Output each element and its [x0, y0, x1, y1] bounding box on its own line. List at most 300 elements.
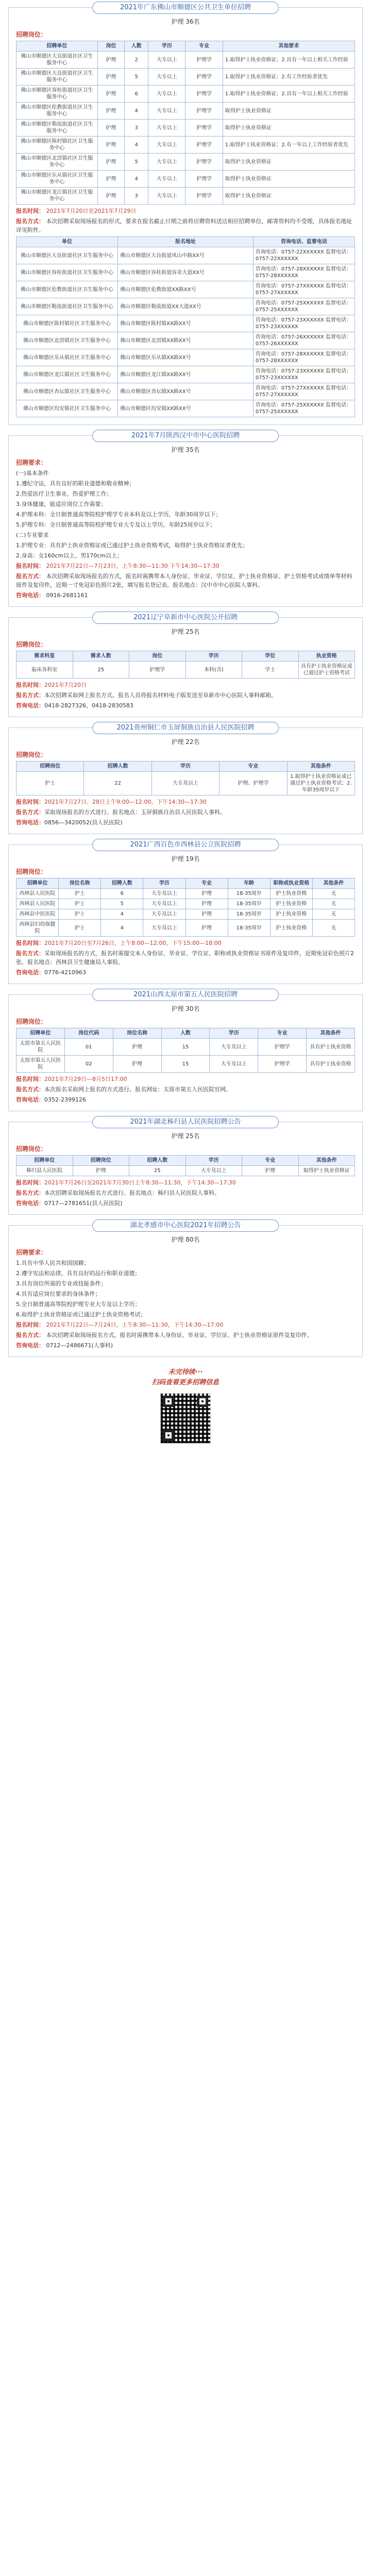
- table-cell: 4: [101, 909, 143, 920]
- table-cell: 护理: [97, 69, 125, 86]
- table-cell: 取得护士执业资格证: [223, 188, 355, 205]
- table-header-cell: 学位: [242, 651, 299, 662]
- table-cell: 大专及以上: [210, 1039, 258, 1056]
- time-line: [16, 1178, 355, 1187]
- table-row: [16, 920, 355, 937]
- method-line: [16, 808, 355, 817]
- card-subtitle: 护理 35名: [171, 446, 200, 453]
- table-cell: 15: [161, 1039, 210, 1056]
- contact-table: [16, 236, 355, 417]
- table-cell: 咨询电话：0757-22XXXXXX 监督电话：0757-22XXXXXX: [253, 247, 355, 264]
- table-cell: 西林县妇幼保健院: [16, 920, 59, 937]
- table-cell: 护理学: [185, 86, 223, 103]
- table-cell: 护士: [16, 772, 84, 795]
- table-header-cell: 学历: [210, 1028, 258, 1039]
- card-title: 2021贵州铜仁市玉屏侗族自治县人民医院招聘: [92, 722, 279, 734]
- contact-line: [16, 1341, 355, 1350]
- table-header-cell: 人数: [161, 1028, 210, 1039]
- table-header-cell: 学历: [143, 878, 185, 889]
- table-header-row: [16, 878, 355, 889]
- table-row: [16, 366, 355, 383]
- contact-value: 0717—2781651(县人民医院): [44, 1200, 123, 1207]
- requirement-item: 1.具有中华人民共和国国籍；: [16, 1260, 90, 1266]
- table-row: [16, 909, 355, 920]
- table-row: [16, 86, 355, 103]
- table-header-cell: 执业资格: [298, 651, 355, 662]
- qr-code-icon[interactable]: [160, 1393, 211, 1444]
- table-header-cell: 其他条件: [312, 878, 355, 889]
- method-line: [16, 691, 355, 700]
- basic-requirements-title: (一)基本条件: [16, 470, 49, 477]
- table-cell: 佛山市顺德区北滘镇社区卫生服务中心: [16, 154, 98, 171]
- method-value: 采取现场报名的方式进行。报名地点：玉屏侗族自治县人民医院人事科。: [44, 809, 226, 816]
- table-cell: 学士: [242, 662, 299, 679]
- table-cell: 佛山市顺德区陈村镇社区卫生服务中心: [16, 137, 98, 154]
- table-header-cell: 年龄: [228, 878, 270, 889]
- table-cell: 护理: [97, 103, 125, 120]
- table-cell: 1.取得护士执业资格证或已通过护士执业资格考试；2.年龄35周岁以下: [287, 772, 355, 795]
- table-header-cell: 招聘人数: [129, 1156, 186, 1166]
- table-cell: 护理学: [185, 171, 223, 188]
- time-label: 报名时间：: [16, 1179, 44, 1186]
- table-row: [16, 188, 355, 205]
- table-cell: 大专及以上: [210, 1056, 258, 1073]
- table-header-row: [16, 237, 355, 247]
- table-cell: 护理: [97, 188, 125, 205]
- time-value: 2021年7月22日—7月24日，上午8:30—11:30，下午14:30—17:00: [46, 1321, 224, 1328]
- table-cell: 佛山市顺德区杏坛镇XX路XX号: [118, 383, 254, 400]
- table-header-cell: 专业: [185, 878, 228, 889]
- table-cell: 大专及以上: [143, 899, 185, 909]
- table-cell: 3: [125, 188, 148, 205]
- table-row: [16, 1166, 355, 1176]
- time-label: 报名时间：: [16, 940, 44, 946]
- card-title: 2021辽宁阜新市中心医院公开招聘: [92, 612, 279, 624]
- contact-value: 0856—3420052(县人民医院): [44, 819, 123, 826]
- table-cell: 具有护士执业资格: [307, 1056, 355, 1073]
- table-cell: 1.取得护士执业资格证；2.具有一年以上相关工作经验: [223, 86, 355, 103]
- table-cell: 佛山市顺德区勒流街道社区卫生服务中心: [16, 298, 118, 315]
- contact-value: 0776-4210963: [44, 969, 86, 976]
- table-row: [16, 103, 355, 120]
- table-cell: 佛山市顺德区容桂街道社区卫生服务中心: [16, 264, 118, 281]
- positions-label: 招聘岗位：: [16, 868, 47, 875]
- table-row: [16, 349, 355, 366]
- table-cell: 太原市第五人民医院: [16, 1039, 65, 1056]
- method-line: [16, 1189, 355, 1197]
- table-cell: 佛山市顺德区陈村镇XX路XX号: [118, 315, 254, 332]
- method-value: 本次报名采取网上报名的方式进行。报名网址：太原市第五人民医院官网。: [44, 1086, 231, 1093]
- contact-label: 咨询电话：: [16, 1200, 44, 1207]
- card-subtitle: 护理 19名: [171, 855, 200, 862]
- table-cell: 佛山市顺德区伦教街道社区卫生服务中心: [16, 103, 98, 120]
- qr-finder-icon: [197, 1396, 208, 1407]
- th-major: 专业: [185, 41, 223, 52]
- method-line: [16, 217, 355, 234]
- table-cell: 佛山市顺德区勒流街道XX大道XX号: [118, 298, 254, 315]
- table-header-cell: 专业: [220, 761, 287, 772]
- card-title: 2021山西太原市第五人民医院招聘: [92, 989, 279, 1001]
- table-cell: 1.取得护士执业资格证；2.有工作经验者优先: [223, 69, 355, 86]
- requirement-item: 3.具有岗位所需的专业或技能条件；: [16, 1280, 107, 1287]
- time-line: [16, 939, 355, 947]
- table-cell: 4: [125, 137, 148, 154]
- positions-table: [16, 1028, 355, 1073]
- table-cell: 咨询电话：0757-27XXXXXX 监督电话：0757-27XXXXXX: [253, 383, 355, 400]
- recruitment-card-3: [8, 614, 363, 717]
- contact-value: 0916-2681161: [46, 592, 88, 599]
- requirement-item: 5.护理专科：全日制普通高等院校护理专业大专及以上学历，年龄25周岁以下；: [16, 521, 216, 528]
- table-header-cell: 招聘人数: [84, 761, 151, 772]
- time-value: 2021年7月20日至2021年7月29日: [46, 208, 137, 214]
- contact-label: 咨询电话：: [16, 969, 44, 976]
- table-cell: 佛山市顺德区容桂街道容奇大道XX号: [118, 264, 254, 281]
- table-header-cell: 学历: [185, 651, 242, 662]
- table-header-cell: 职称或执业资格: [270, 878, 312, 889]
- time-value: 2021年7月27日、28日上午9:00—12:00，下午14:30—17:30: [44, 799, 207, 805]
- requirement-item: 4.具有适应岗位要求的身体条件；: [16, 1291, 101, 1297]
- table-cell: 护理: [97, 86, 125, 103]
- table-cell: 大专以上: [148, 154, 185, 171]
- table-row: [16, 264, 355, 281]
- table-cell: 佛山市顺德区北滘镇XX路XX号: [118, 332, 254, 349]
- qr-finder-icon: [163, 1396, 174, 1407]
- table-cell: 护理: [185, 889, 228, 899]
- table-cell: 佛山市顺德区龙江镇社区卫生服务中心: [16, 366, 118, 383]
- table-cell: 大专以上: [148, 103, 185, 120]
- table-cell: 佛山市顺德区大良街道社区卫生服务中心: [16, 52, 98, 69]
- table-cell: 咨询电话：0757-27XXXXXX 监督电话：0757-27XXXXXX: [253, 281, 355, 298]
- contact-line: [16, 818, 355, 827]
- table-cell: 取得护士执业资格证: [223, 103, 355, 120]
- th-other: 其他要求: [223, 41, 355, 52]
- table-cell: 02: [64, 1056, 113, 1073]
- table-cell: 佛山市顺德区容桂街道社区卫生服务中心: [16, 86, 98, 103]
- table-cell: 大专及以上: [143, 920, 185, 937]
- contact-line: [16, 701, 355, 710]
- table-cell: 护士: [59, 889, 101, 899]
- table-cell: 25: [73, 662, 129, 679]
- table-cell: 护理: [97, 137, 125, 154]
- table-cell: 佛山市顺德区均安镇社区卫生服务中心: [16, 400, 118, 417]
- table-cell: 取得护士执业资格证: [223, 120, 355, 137]
- method-line: [16, 1085, 355, 1094]
- th-post: 岗位: [97, 41, 125, 52]
- table-cell: 护理学: [185, 69, 223, 86]
- table-header-cell: 岗位名称: [113, 1028, 161, 1039]
- table-cell: 18-35周岁: [228, 909, 270, 920]
- method-line: [16, 949, 355, 967]
- table-header-row: [16, 41, 355, 52]
- method-line: [16, 1331, 355, 1340]
- table-cell: 4: [101, 920, 143, 937]
- card-subtitle: 护理 25名: [171, 1132, 200, 1140]
- time-value: 2021年7月29日—8月5日17:00: [44, 1076, 127, 1082]
- recruitment-card-8: [8, 1222, 363, 1357]
- table-cell: 大专及以上: [185, 1166, 242, 1176]
- time-label: 报名时间：: [16, 1321, 44, 1328]
- promo-line-2: 扫码查看更多招聘信息: [151, 1379, 219, 1386]
- method-value: 采取现场报名的方式，报名时需提交本人身份证、毕业证、学位证、职称或执业资格证书原件及复印件，近期免冠彩色照片2张。报名地点：西林县卫生健康局人事股。: [16, 950, 354, 965]
- table-cell: 无: [312, 920, 355, 937]
- method-value: 本次招聘采取网上报名方式。报名人员将报名材料电子版发送至阜新市中心医院人事科邮箱。: [44, 692, 277, 699]
- contact-label: 咨询电话：: [16, 702, 44, 709]
- card-title: 2021年湖北秭归县人民医院招聘公告: [92, 1116, 279, 1128]
- table-row: [16, 1039, 355, 1056]
- table-cell: 护理: [113, 1039, 161, 1056]
- table-row: [16, 171, 355, 188]
- method-label: 报名方式：: [16, 218, 44, 225]
- table-header-cell: 招聘单位: [16, 878, 59, 889]
- method-label: 报名方式：: [16, 1190, 44, 1196]
- time-value: 2021年7月22日—7月23日，上午8:30—11:30 下午14:30—17:30: [46, 563, 220, 569]
- contact-line: [16, 1199, 355, 1208]
- bottom-promo: [0, 1367, 371, 1444]
- table-header-row: [16, 1028, 355, 1039]
- table-row: [16, 332, 355, 349]
- contact-label: 咨询电话：: [16, 819, 44, 826]
- table-cell: 护理学: [185, 103, 223, 120]
- table-cell: 取得护士执业资格证: [223, 154, 355, 171]
- table-cell: 佛山市顺德区乐从镇XX路XX号: [118, 349, 254, 366]
- table-cell: 本科(含): [185, 662, 242, 679]
- table-cell: 护理学: [185, 188, 223, 205]
- table-cell: 18-35周岁: [228, 920, 270, 937]
- table-cell: 咨询电话：0757-26XXXXXX 监督电话：0757-26XXXXXX: [253, 332, 355, 349]
- time-line: [16, 207, 355, 215]
- table-row: [16, 662, 355, 679]
- table-cell: 取得护士执业资格证: [298, 1166, 355, 1176]
- table-cell: 大专以上: [148, 188, 185, 205]
- table-cell: 01: [64, 1039, 113, 1056]
- positions-table: [16, 41, 355, 205]
- table-cell: 大专及以上: [143, 889, 185, 899]
- time-line: [16, 562, 355, 570]
- time-line: [16, 1075, 355, 1083]
- contact-label: 咨询电话：: [16, 1342, 44, 1349]
- positions-label: 招聘岗位：: [16, 1145, 47, 1153]
- table-cell: 护理: [97, 120, 125, 137]
- table-cell: 护理: [97, 171, 125, 188]
- table-cell: 咨询电话：0757-28XXXXXX 监督电话：0757-28XXXXXX: [253, 264, 355, 281]
- time-value: 2021年7月26日至2021年7月30日上午8:30—11:30，下午14:30—17:30: [44, 1179, 236, 1186]
- positions-label: 招聘岗位：: [16, 641, 47, 648]
- table-cell: 护理学: [129, 662, 186, 679]
- time-line: [16, 1320, 355, 1329]
- table-cell: 佛山市顺德区大良街道社区卫生服务中心: [16, 69, 98, 86]
- table-header-cell: 招聘单位: [16, 1156, 73, 1166]
- contact-line: [16, 1095, 355, 1104]
- table-cell: 护理: [185, 920, 228, 937]
- table-cell: 佛山市顺德区乐从镇社区卫生服务中心: [16, 171, 98, 188]
- table-header-cell: 招聘岗位: [73, 1156, 129, 1166]
- requirement-item: 6.取得护士执业资格证或已通过护士执业资格考试；: [16, 1311, 146, 1318]
- card-title: 2021广西百色市西林县公立医院招聘: [92, 839, 279, 851]
- table-cell: 佛山市顺德区陈村镇社区卫生服务中心: [16, 315, 118, 332]
- recruitment-card-1: [8, 4, 363, 425]
- table-cell: 佛山市顺德区大良街道社区卫生服务中心: [16, 247, 118, 264]
- table-cell: 大专及以上: [151, 772, 219, 795]
- table-header-row: [16, 761, 355, 772]
- table-cell: 无: [312, 909, 355, 920]
- table-cell: 25: [129, 1166, 186, 1176]
- table-cell: 无: [312, 899, 355, 909]
- table-cell: 22: [84, 772, 151, 795]
- table-cell: 5: [125, 154, 148, 171]
- table-header-cell: 需求人数: [73, 651, 129, 662]
- table-header-cell: 其他条件: [307, 1028, 355, 1039]
- time-label: 报名时间：: [16, 799, 44, 805]
- requirements-label: 招聘要求：: [16, 459, 47, 466]
- table-row: [16, 1056, 355, 1073]
- table-header-cell: 专业: [258, 1028, 307, 1039]
- table-cell: 佛山市顺德区均安镇XX路XX号: [118, 400, 254, 417]
- table-cell: 大专以上: [148, 120, 185, 137]
- table-row: [16, 247, 355, 264]
- th-contact-unit: 单位: [16, 237, 118, 247]
- table-cell: 佛山市顺德区龙江镇XX路XX号: [118, 366, 254, 383]
- method-label: 报名方式：: [16, 692, 44, 699]
- requirements-label: 招聘要求：: [16, 1249, 47, 1256]
- positions-table: [16, 651, 355, 679]
- positions-label: 招聘岗位：: [16, 1018, 47, 1025]
- requirement-item: 2.身高：女160cm以上，男170cm以上；: [16, 552, 123, 559]
- table-row: [16, 383, 355, 400]
- time-label: 报名时间：: [16, 563, 44, 569]
- table-cell: 大专以上: [148, 137, 185, 154]
- requirement-item: 2.遵守宪法和法律，具有良好的品行和职业道德；: [16, 1270, 141, 1277]
- table-cell: 咨询电话：0757-23XXXXXX 监督电话：0757-23XXXXXX: [253, 366, 355, 383]
- table-header-cell: 专业: [242, 1156, 299, 1166]
- positions-table: [16, 878, 355, 937]
- table-row: [16, 315, 355, 332]
- table-cell: 佛山市顺德区伦教街道XX路XX号: [118, 281, 254, 298]
- table-header-cell: 学历: [185, 1156, 242, 1166]
- table-cell: 咨询电话：0757-25XXXXXX 监督电话：0757-25XXXXXX: [253, 400, 355, 417]
- requirement-item: 1.护理专业：具有护士执业资格证或已通过护士执业资格考试，取得护士执业资格证者优先；: [16, 542, 248, 549]
- table-header-cell: 学历: [151, 761, 219, 772]
- requirement-item: 4.护理本科：全日制普通高等院校护理学专业本科及以上学历，年龄30周岁以下；: [16, 511, 222, 518]
- table-row: [16, 69, 355, 86]
- table-cell: 大专以上: [148, 171, 185, 188]
- table-cell: 护士执业资格: [270, 909, 312, 920]
- table-cell: 护理学: [258, 1039, 307, 1056]
- card-subtitle: 护理 22名: [171, 738, 200, 745]
- positions-label: 招聘岗位：: [16, 751, 47, 758]
- table-cell: 咨询电话：0757-23XXXXXX 监督电话：0757-23XXXXXX: [253, 315, 355, 332]
- table-row: [16, 281, 355, 298]
- table-cell: 秭归县人民医院: [16, 1166, 73, 1176]
- table-header-cell: 岗位代码: [64, 1028, 113, 1039]
- table-cell: 护士: [59, 909, 101, 920]
- table-cell: 西林县人民医院: [16, 889, 59, 899]
- contact-line: [16, 968, 355, 977]
- table-row: [16, 772, 355, 795]
- table-header-cell: 需求科室: [16, 651, 73, 662]
- th-contact-address: 报名地址: [118, 237, 254, 247]
- table-cell: 护理学: [185, 120, 223, 137]
- table-cell: 护理学: [185, 137, 223, 154]
- table-header-cell: 其他条件: [287, 761, 355, 772]
- th-count: 人数: [125, 41, 148, 52]
- table-row: [16, 120, 355, 137]
- method-label: 报名方式：: [16, 809, 44, 816]
- time-label: 报名时间：: [16, 682, 44, 688]
- method-value: 本次招聘采取现场报名的形式，要求在报名截止日期之前将应聘资料送达相应招聘单位，邮寄资料均不受理，具体报名地址详见附件。: [16, 218, 352, 233]
- card-title: 2021年广东佛山市顺德区公共卫生单位招聘: [92, 2, 279, 14]
- method-label: 报名方式：: [16, 1086, 44, 1093]
- requirement-item: 5.全日制普通高等院校护理专业大专及以上学历；: [16, 1301, 141, 1308]
- promo-line-1: 未完待续···: [168, 1368, 203, 1376]
- th-unit: 招聘单位: [16, 41, 98, 52]
- positions-label: 招聘岗位：: [16, 31, 47, 38]
- card-title: 2021年7月陕西汉中市中心医院招聘: [92, 430, 279, 442]
- table-header-cell: 招聘单位: [16, 1028, 65, 1039]
- table-cell: 1.取得护士执业资格证；2.有一年以上工作经验者优先: [223, 137, 355, 154]
- th-contact-phone: 咨询电话、监督电话: [253, 237, 355, 247]
- table-cell: 佛山市顺德区北滘镇社区卫生服务中心: [16, 332, 118, 349]
- contact-label: 咨询电话：: [16, 592, 44, 599]
- table-header-row: [16, 1156, 355, 1166]
- recruitment-card-5: [8, 841, 363, 984]
- table-cell: 护理学: [185, 52, 223, 69]
- table-cell: 无: [312, 889, 355, 899]
- time-line: [16, 798, 355, 806]
- table-cell: 太原市第五人民医院: [16, 1056, 65, 1073]
- table-cell: 咨询电话：0757-25XXXXXX 监督电话：0757-25XXXXXX: [253, 298, 355, 315]
- table-cell: 大专以上: [148, 52, 185, 69]
- card-subtitle: 护理 80名: [171, 1236, 200, 1243]
- table-cell: 大专以上: [148, 69, 185, 86]
- table-cell: 18-35周岁: [228, 889, 270, 899]
- table-header-cell: 岗位: [129, 651, 186, 662]
- time-value: 2021年7月20日: [44, 682, 87, 688]
- table-cell: 佛山市顺德区龙江镇社区卫生服务中心: [16, 188, 98, 205]
- table-header-cell: 岗位名称: [59, 878, 101, 889]
- table-cell: 1.取得护士执业资格证；2.具有一年以上相关工作经验: [223, 52, 355, 69]
- table-cell: 护士: [59, 899, 101, 909]
- table-cell: 佛山市顺德区伦教街道社区卫生服务中心: [16, 281, 118, 298]
- table-cell: 护士执业资格: [270, 889, 312, 899]
- table-cell: 佛山市顺德区乐从镇社区卫生服务中心: [16, 349, 118, 366]
- recruitment-card-7: [8, 1118, 363, 1215]
- table-cell: 5: [101, 899, 143, 909]
- method-line: [16, 572, 355, 589]
- time-line: [16, 681, 355, 689]
- table-cell: 护理学: [258, 1056, 307, 1073]
- table-cell: 护士执业资格: [270, 899, 312, 909]
- table-cell: 2: [125, 52, 148, 69]
- requirement-item: 1.遵纪守法，具有良好的职业道德和敬业精神；: [16, 480, 135, 487]
- table-row: [16, 137, 355, 154]
- recruitment-card-4: [8, 724, 363, 834]
- method-label: 报名方式：: [16, 573, 44, 580]
- other-requirements-title: (二)专业要求: [16, 532, 49, 538]
- table-cell: 5: [125, 69, 148, 86]
- requirement-item: 3.身体健康，能适应岗位工作需要；: [16, 501, 107, 507]
- table-header-cell: 招聘人数: [101, 878, 143, 889]
- contact-line: [16, 591, 355, 600]
- contact-value: 0712—2486671(人事科): [46, 1342, 113, 1349]
- table-cell: 护理: [185, 899, 228, 909]
- method-value: 本次招聘采取现场报名的方式，报名时需携带本人身份证、毕业证、学位证、护士执业资格证、护士资格考试成绩单等材料原件及复印件，近期一寸免冠彩色照片2张，填写报名登记表。报名地点：汉中市中心医院人事科。: [16, 573, 352, 588]
- table-cell: 护理: [113, 1056, 161, 1073]
- table-header-cell: 招聘岗位: [16, 761, 84, 772]
- recruitment-card-2: [8, 432, 363, 607]
- positions-table: [16, 1155, 355, 1176]
- method-value: 本次招聘采取现场报名方式，报名时需携带本人身份证、毕业证、学位证、护士执业资格证原件及复印件。: [46, 1332, 313, 1338]
- table-cell: 临床各科室: [16, 662, 73, 679]
